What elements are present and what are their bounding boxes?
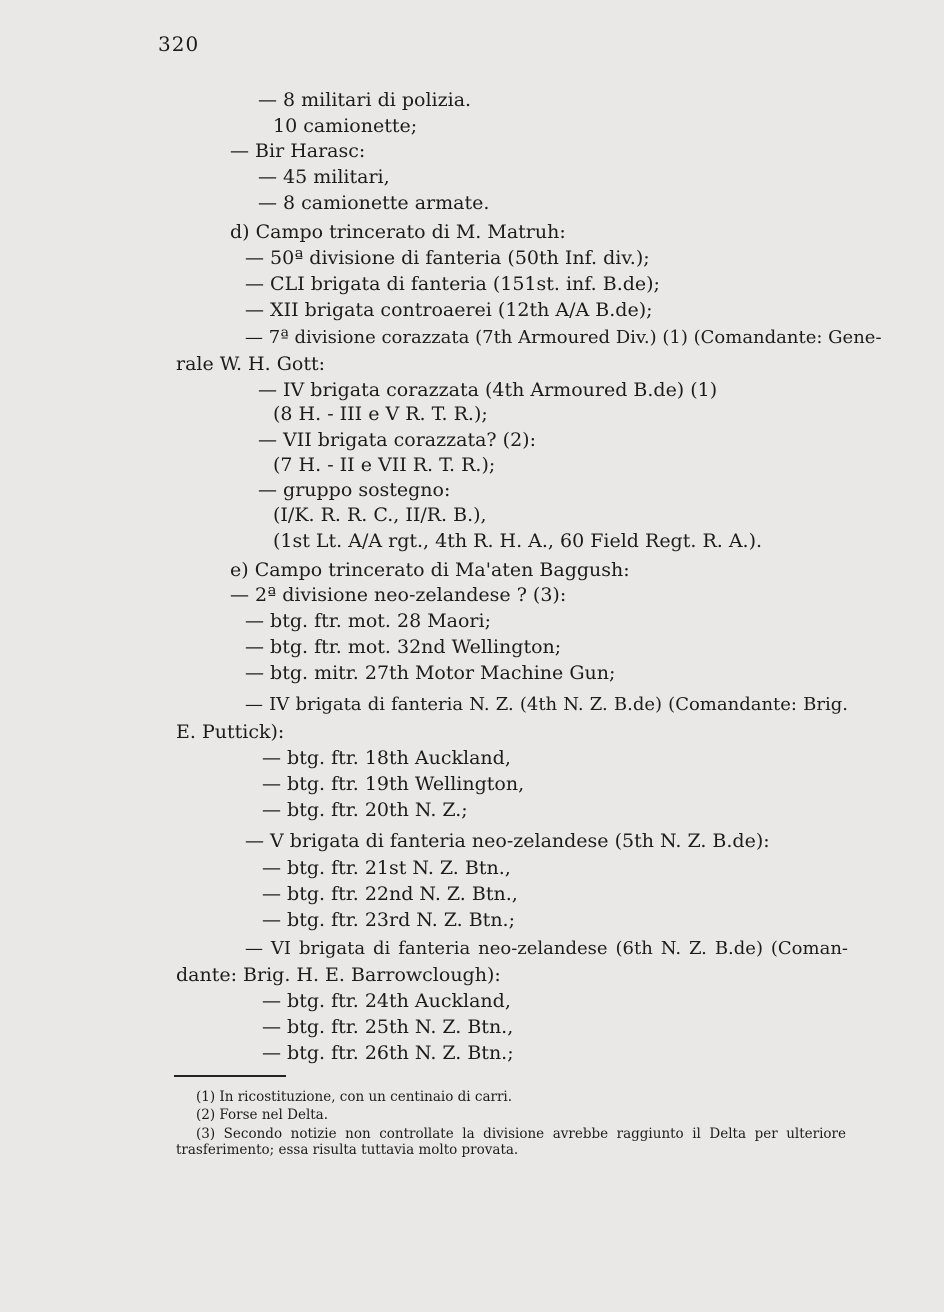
- text-line: — btg. ftr. 18th Auckland,: [262, 747, 511, 769]
- footnote: (3) Secondo notizie non controllate la divisione avrebbe raggiunto il Delta per ulteriore: [196, 1126, 846, 1142]
- text-line: — XII brigata controaerei (12th A/A B.de);: [245, 299, 653, 321]
- section-heading: d) Campo trincerato di M. Matruh:: [230, 221, 566, 243]
- page-number: 320: [158, 32, 200, 56]
- text-line: — 2ª divisione neo-zelandese ? (3):: [230, 584, 567, 606]
- footnote-divider: [174, 1075, 286, 1077]
- text-line: (I/K. R. R. C., II/R. B.),: [273, 504, 487, 526]
- text-line: — 8 militari di polizia.: [258, 89, 472, 111]
- text-line: — IV brigata corazzata (4th Armoured B.de) (1): [258, 379, 718, 401]
- footnote: trasferimento; essa risulta tuttavia molto provata.: [176, 1142, 519, 1158]
- footnote: (2) Forse nel Delta.: [196, 1107, 329, 1123]
- text-line: — btg. ftr. 26th N. Z. Btn.;: [262, 1042, 514, 1064]
- text-line: — btg. ftr. mot. 32nd Wellington;: [245, 636, 562, 658]
- text-line: dante: Brig. H. E. Barrowclough):: [176, 964, 501, 986]
- text-line: — btg. ftr. 22nd N. Z. Btn.,: [262, 883, 518, 905]
- text-line: — btg. ftr. 19th Wellington,: [262, 773, 525, 795]
- text-line: E. Puttick):: [176, 721, 285, 743]
- text-line: — gruppo sostegno:: [258, 479, 451, 501]
- text-line: — 7ª divisione corazzata (7th Armoured Div.) (1) (Comandante: Gene-: [245, 327, 882, 348]
- text-line: (1st Lt. A/A rgt., 4th R. H. A., 60 Field Regt. R. A.).: [273, 530, 763, 552]
- text-line: — 45 militari,: [258, 166, 390, 188]
- text-line: — CLI brigata di fanteria (151st. inf. B.de);: [245, 273, 660, 295]
- text-line: — VI brigata di fanteria neo-zelandese (6th N. Z. B.de) (Coman-: [245, 938, 848, 959]
- text-line: — btg. ftr. 21st N. Z. Btn.,: [262, 857, 511, 879]
- text-line: — btg. ftr. 25th N. Z. Btn.,: [262, 1016, 514, 1038]
- text-line: — btg. mitr. 27th Motor Machine Gun;: [245, 662, 616, 684]
- text-line: — VII brigata corazzata? (2):: [258, 429, 536, 451]
- text-line: — V brigata di fanteria neo-zelandese (5th N. Z. B.de):: [245, 830, 770, 852]
- text-line: — IV brigata di fanteria N. Z. (4th N. Z. B.de) (Comandante: Brig.: [245, 694, 848, 715]
- section-heading: e) Campo trincerato di Ma'aten Baggush:: [230, 559, 630, 581]
- text-line: — btg. ftr. 23rd N. Z. Btn.;: [262, 909, 515, 931]
- text-line: — btg. ftr. mot. 28 Maori;: [245, 610, 491, 632]
- text-line: (7 H. - II e VII R. T. R.);: [273, 454, 496, 476]
- text-line: (8 H. - III e V R. T. R.);: [273, 403, 488, 425]
- text-line: — Bir Harasc:: [230, 140, 366, 162]
- text-line: — btg. ftr. 20th N. Z.;: [262, 799, 468, 821]
- footnote: (1) In ricostituzione, con un centinaio di carri.: [196, 1089, 513, 1105]
- text-line: — 8 camionette armate.: [258, 192, 490, 214]
- text-line: rale W. H. Gott:: [176, 353, 325, 375]
- text-line: — 50ª divisione di fanteria (50th Inf. div.);: [245, 247, 650, 269]
- text-line: — btg. ftr. 24th Auckland,: [262, 990, 511, 1012]
- text-line: 10 camionette;: [273, 115, 418, 137]
